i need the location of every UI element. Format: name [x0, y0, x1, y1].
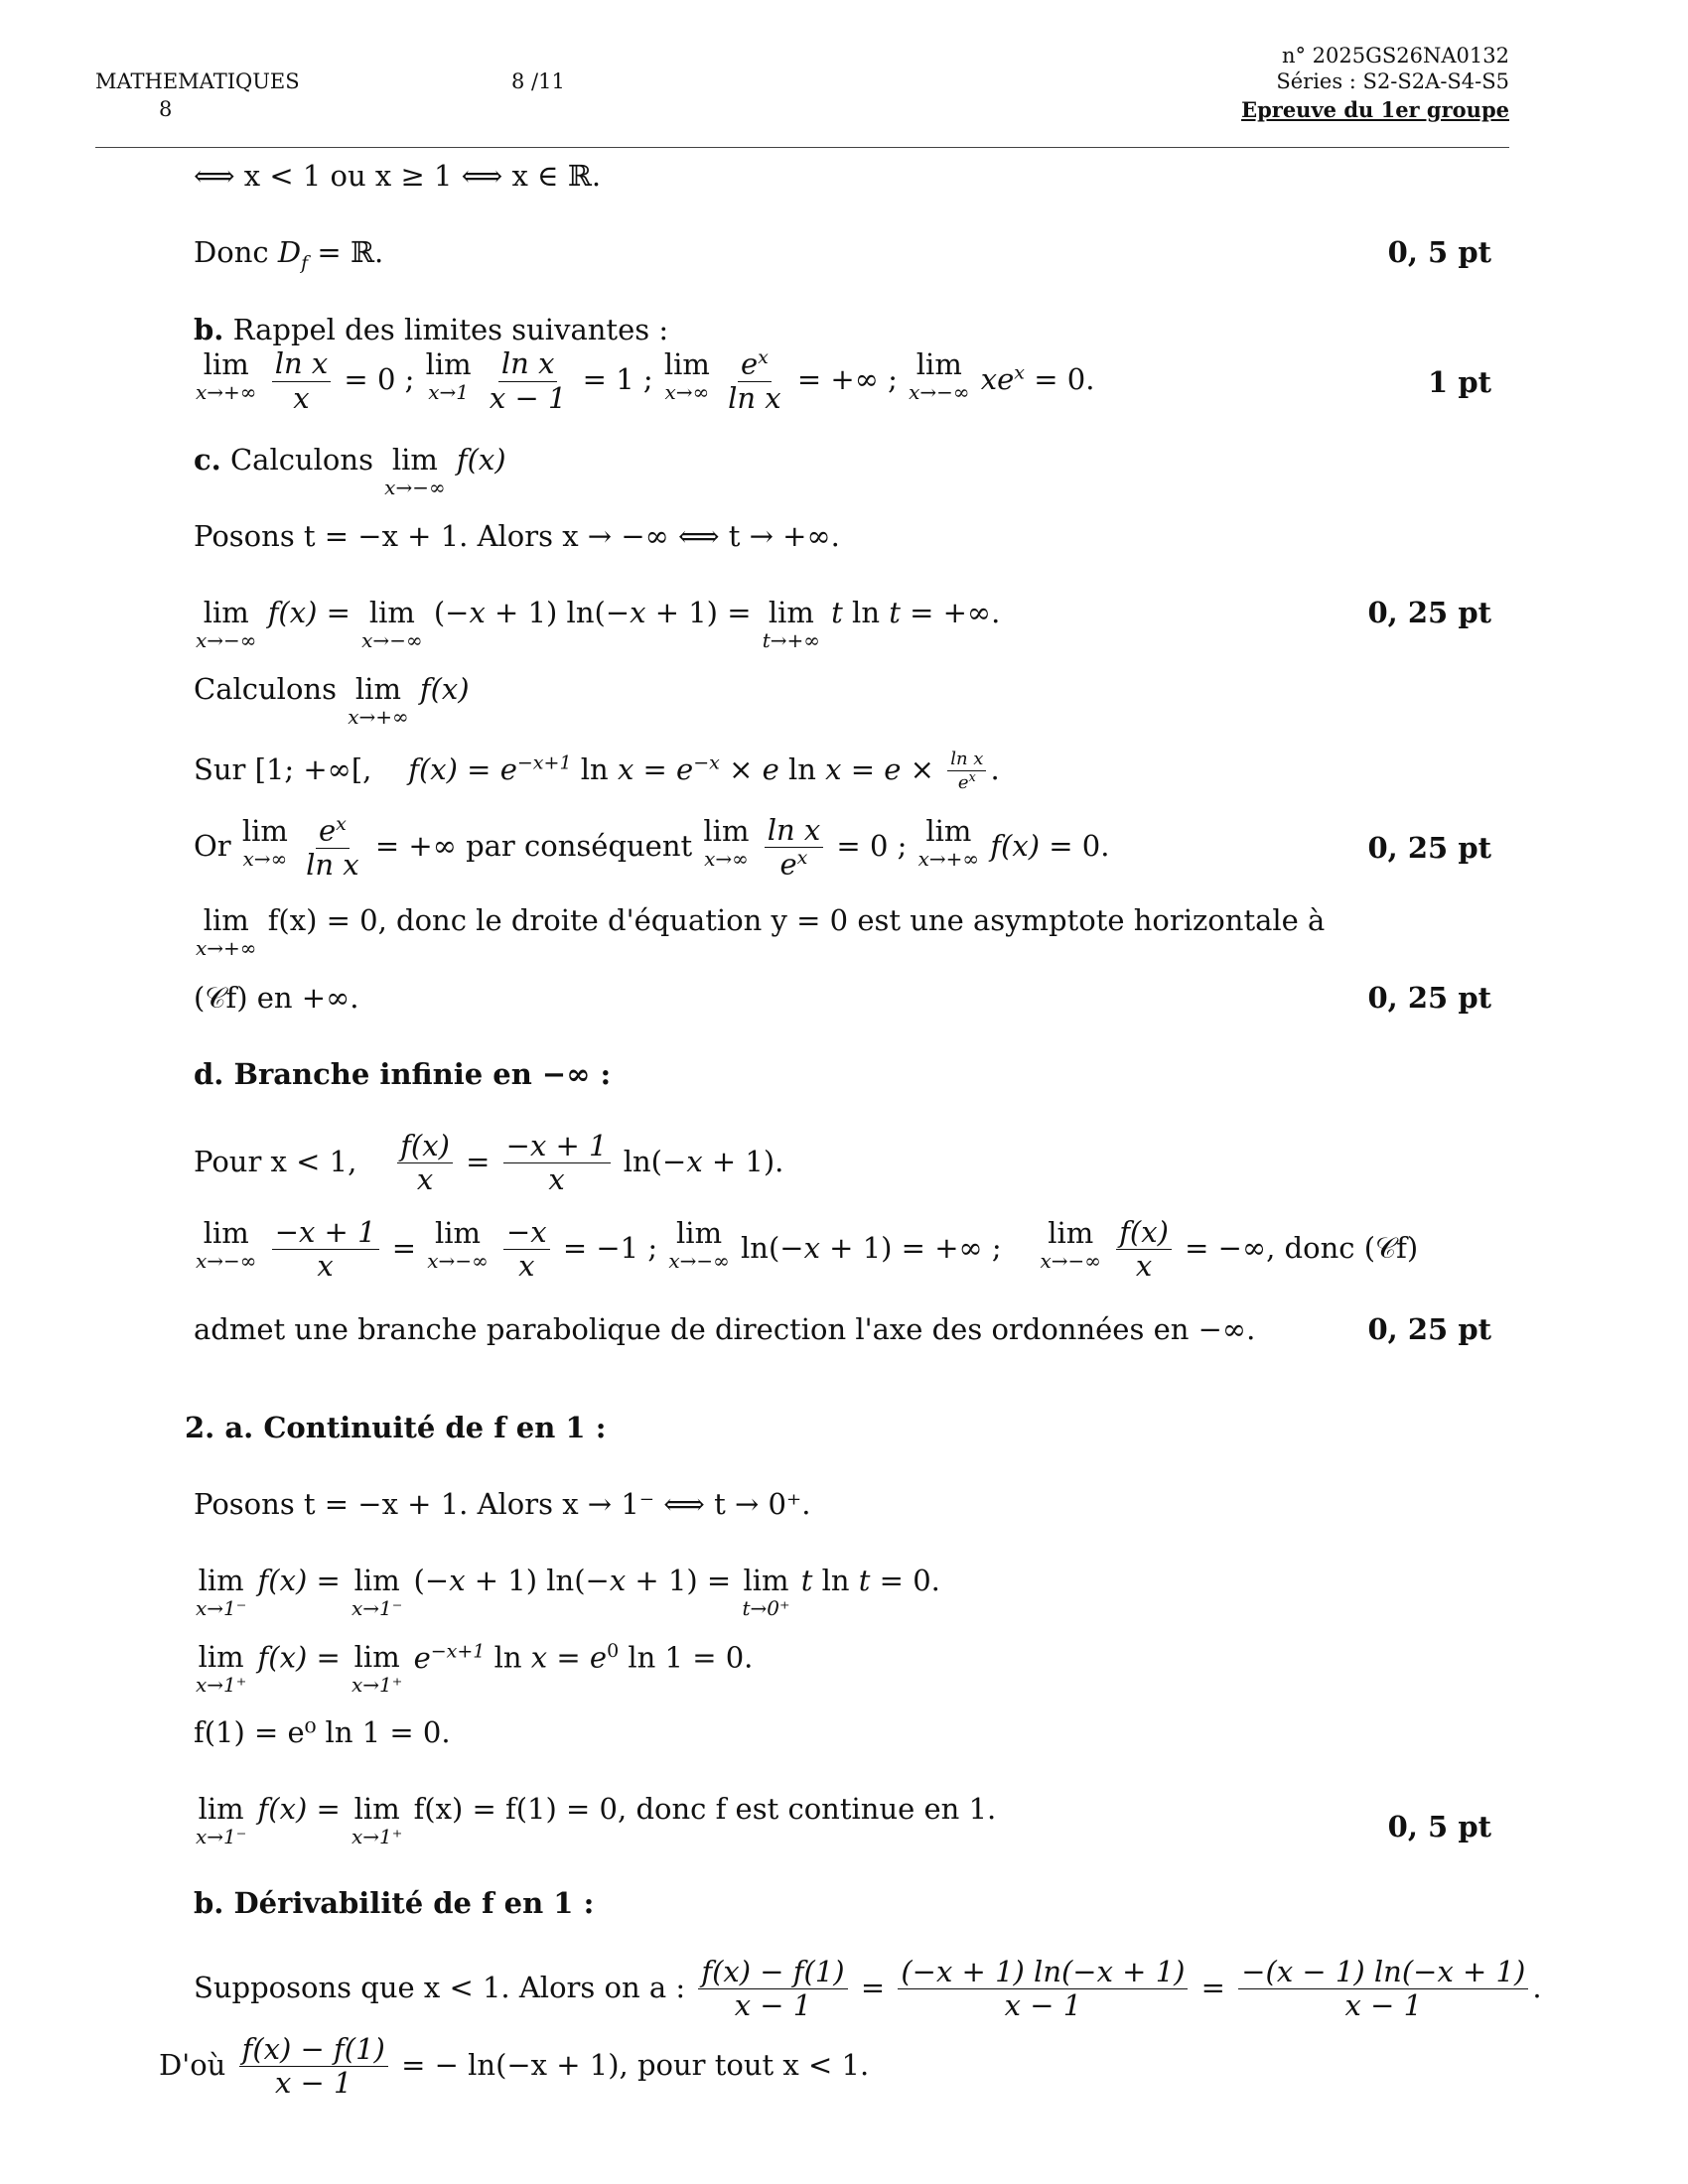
question-c-heading: c. Calculons lim x→−∞ f(x) — [194, 443, 506, 499]
question-d-heading: d. Branche infinie en −∞ : — [194, 1057, 612, 1091]
asymptote-conclusion: (𝒞f) en +∞. — [194, 981, 359, 1015]
ratio-expression: Pour x < 1, $\frac{f(x)}{x}$ = $\frac{-x + 1}{x}$ ln(−x + 1). — [194, 1129, 784, 1197]
calculate-plus-infinity: Calculons lim x→+∞ f(x) — [194, 672, 470, 729]
header-page-number: 8 /11 — [511, 69, 565, 93]
header-subject: MATHEMATIQUES — [95, 69, 300, 93]
question-2b-heading: b. Dérivabilité de f en 1 : — [194, 1886, 595, 1920]
points-limit-plus: 0, 25 pt — [1367, 831, 1491, 865]
equivalence-line: ⟺ x < 1 ou x ≥ 1 ⟺ x ∈ ℝ. — [194, 159, 602, 193]
points-domain: 0, 5 pt — [1387, 235, 1491, 269]
header-divider — [95, 147, 1509, 148]
expression-on-interval: Sur [1; +∞[, $f(x) = e^{-x+1}$ $\ln x = e^{-x} \times e$ ln x = e × $\frac{\text{ln x}}{e^x}$ . — [194, 749, 1000, 793]
points-limit-minus: 0, 25 pt — [1367, 596, 1491, 629]
difference-quotient: Supposons que x < 1. Alors on a : $\frac{f(x) - f(1)}{x - 1}$ = $\frac{(-x + 1) \ln(-x + 1)}{x - 1}$ = $\frac{-(x - 1) \ln(-x + 1)}{x - 1}$ . — [194, 1955, 1542, 2023]
points-parabolic: 0, 25 pt — [1367, 1312, 1491, 1346]
question-b-heading: b. Rappel des limites suivantes : — [194, 313, 669, 346]
points-asymptote: 0, 25 pt — [1367, 981, 1491, 1015]
header-subject-number: 8 — [159, 97, 173, 121]
continuity-conclusion: lim x→1⁻ f(x) = lim x→1⁺ f(x) = f(1) = 0, donc f est continue en 1. — [196, 1792, 997, 1848]
points-limits: 1 pt — [1428, 365, 1491, 399]
simplified-quotient: D'où $\frac{f(x) - f(1)}{x - 1}$ = − ln(−x + 1), pour tout x < 1. — [159, 2032, 870, 2101]
infinite-branch-limits: lim x→−∞ $\frac{-x + 1}{x}$ = lim x→−∞ $\frac{-x}{x}$ = −1 ; lim x→−∞ ln(−x + 1) = +∞ ; lim x→−∞ $\frac{f(x)}{x}$ = −∞, donc (𝒞f) — [196, 1215, 1419, 1284]
header-epreuve: Epreuve du 1er groupe — [1241, 97, 1509, 122]
limit-plus-infinity: Or lim x→∞ $\frac{e^x}{\text{ln x}}$ = +∞ par conséquent lim x→∞ $\frac{\text{ln x}}{e^x}$ = 0 ; lim x→+∞ f(x) = 0. — [194, 813, 1110, 882]
right-limit-at-1: lim x→1⁺ f(x) = lim x→1⁺ $e^{-x+1}$ $\ln x = e^0$ ln 1 = 0. — [196, 1640, 754, 1697]
value-at-1: f(1) = e⁰ ln 1 = 0. — [194, 1715, 451, 1749]
points-continuity: 0, 5 pt — [1387, 1810, 1491, 1843]
horizontal-asymptote: lim x→+∞ f(x) = 0, donc le droite d'équation y = 0 est une asymptote horizontale à — [196, 903, 1326, 960]
header-reference: n° 2025GS26NA0132 — [1281, 44, 1509, 68]
domain-conclusion: Donc $D_f$ = ℝ. — [194, 235, 384, 274]
header-series: Séries : S2-S2A-S4-S5 — [1276, 69, 1509, 93]
left-limit-at-1: lim x→1⁻ f(x) = lim x→1⁻ (−x + 1) ln(−x + 1) = lim t→0⁺ t ln t = 0. — [196, 1564, 940, 1620]
limit-minus-infinity: lim x→−∞ f(x) = lim x→−∞ (−x + 1) ln(−x + 1) = lim t→+∞ t ln t = +∞. — [196, 596, 1001, 652]
limits-reminder: lim x→+∞ $\frac{\text{ln x}}{x}$ = 0 ; lim x→1 $\frac{\text{ln x}}{x - 1}$ = 1 ; lim x→∞ $\frac{e^x}{\text{ln x}}$ = +∞ ; lim x→−∞ $xe^x = 0$. — [196, 346, 1095, 415]
question-2a-heading: 2. a. Continuité de f en 1 : — [185, 1411, 607, 1444]
substitution-line: Posons t = −x + 1. Alors x → −∞ ⟺ t → +∞. — [194, 519, 840, 553]
parabolic-branch: admet une branche parabolique de direction l'axe des ordonnées en −∞. — [194, 1312, 1256, 1346]
substitution-line-2: Posons t = −x + 1. Alors x → 1⁻ ⟺ t → 0⁺. — [194, 1487, 811, 1521]
